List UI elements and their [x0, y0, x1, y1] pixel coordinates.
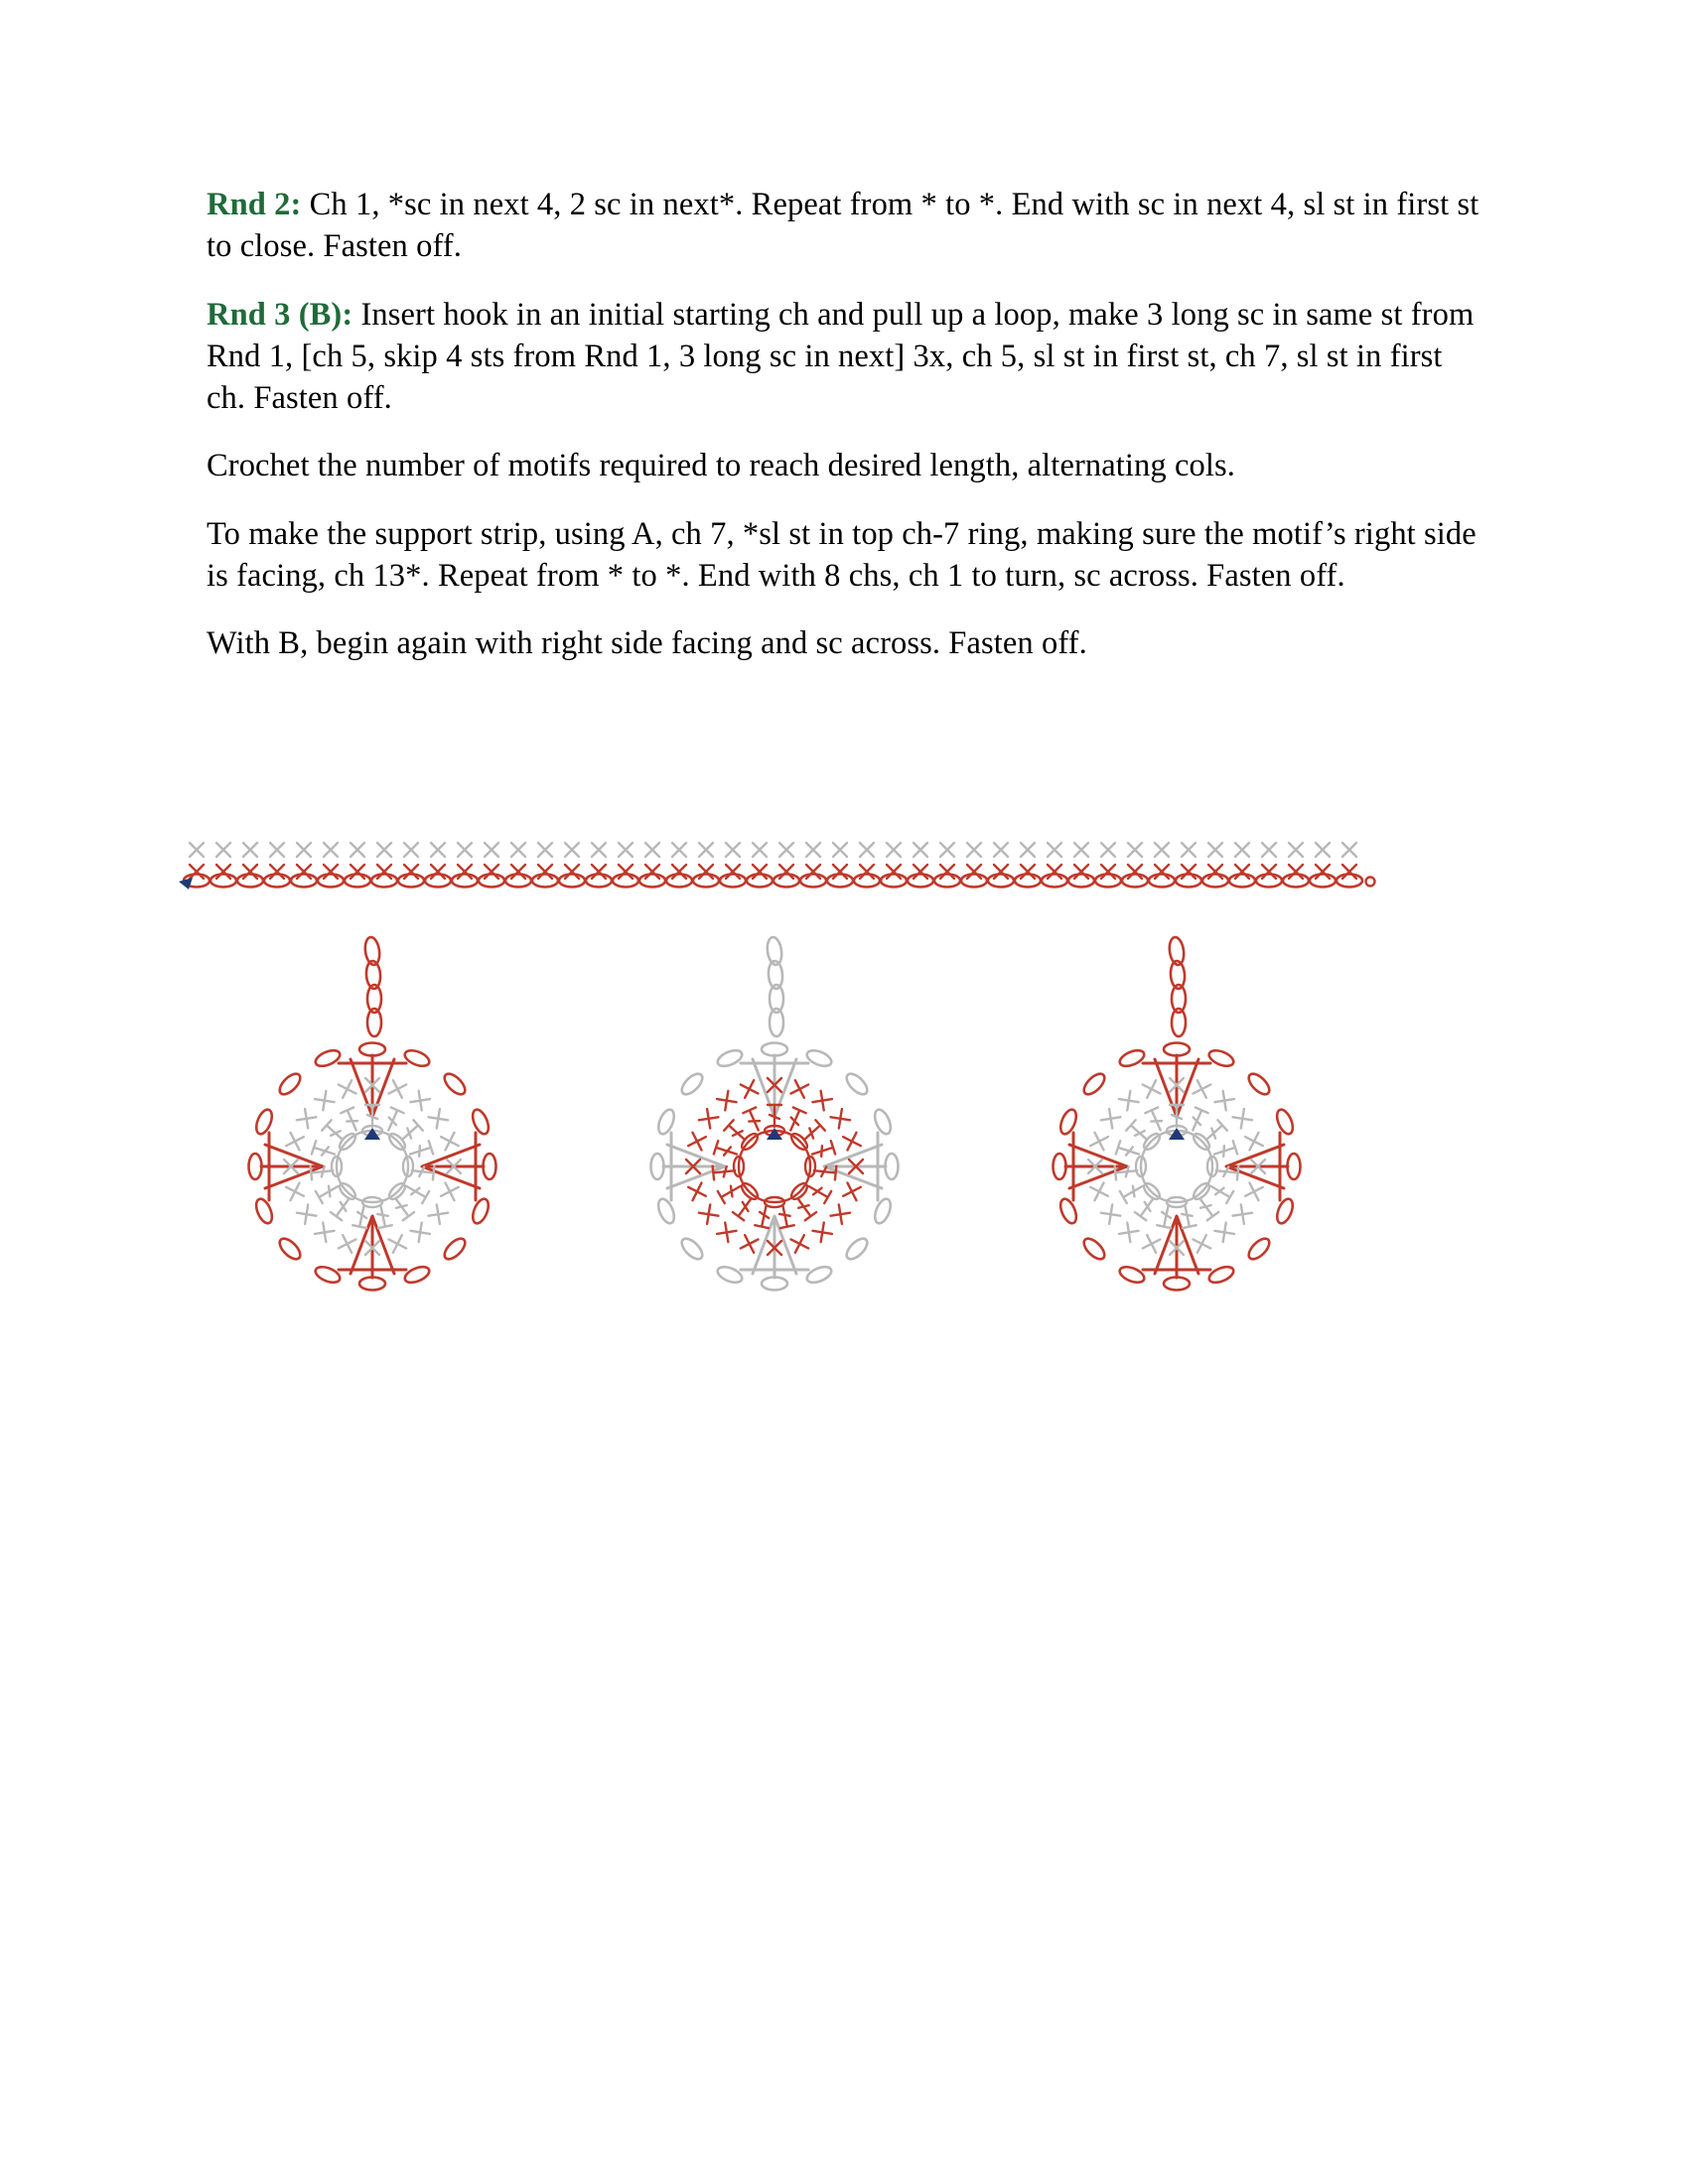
rnd3-text: Insert hook in an initial starting ch and pull up a loop, make 3 long sc in same st from Rnd 1, [ch 5, skip 4 sts from Rnd 1, 3 long sc in next] 3x, ch 5, sl st in first st, ch 7, sl st in first ch. Fasten off.	[207, 296, 1475, 416]
support-strip-text: To make the support strip, using A, ch 7, *sl st in top ch-7 ring, making sure the motif’s right side is facing, ch 13*. Repeat from * to *. End with 8 chs, ch 1 to turn, sc across. Fasten off.	[207, 515, 1477, 594]
round1-dc-ring	[713, 1105, 837, 1228]
paragraph-rnd2	[207, 184, 1487, 268]
motif-count-text: Crochet the number of motifs required to reach desired length, alternating cols.	[207, 448, 1235, 484]
motif-left	[249, 936, 496, 1290]
paragraph-with-b	[207, 622, 1487, 664]
motif-right	[1054, 936, 1301, 1290]
slip-stitch-dot-icon	[1366, 878, 1375, 887]
hanging-chain	[766, 936, 783, 1036]
crochet-chart-diagram	[179, 834, 1509, 1390]
support-strip-row	[179, 843, 1375, 889]
support-strip-sc-row	[190, 843, 1356, 857]
hanging-chain	[363, 936, 381, 1036]
round1-dc-ring	[1115, 1105, 1239, 1228]
round1-dc-ring	[311, 1105, 435, 1228]
paragraph-rnd3	[207, 294, 1487, 420]
paragraph-support-strip	[207, 513, 1487, 598]
rnd2-label: Rnd 2:	[207, 187, 302, 222]
direction-marker-icon	[179, 878, 193, 889]
instructions-block	[207, 184, 1487, 690]
paragraph-motif-count	[207, 445, 1487, 486]
with-b-text: With B, begin again with right side facing and sc across. Fasten off.	[207, 625, 1087, 661]
rnd2-text: Ch 1, *sc in next 4, 2 sc in next*. Repeat from * to *. End with sc in next 4, sl st in first st to close. Fasten off.	[207, 187, 1479, 265]
motif-center	[651, 936, 899, 1290]
rnd3-label: Rnd 3 (B):	[207, 296, 353, 333]
hanging-chain	[1168, 936, 1186, 1036]
